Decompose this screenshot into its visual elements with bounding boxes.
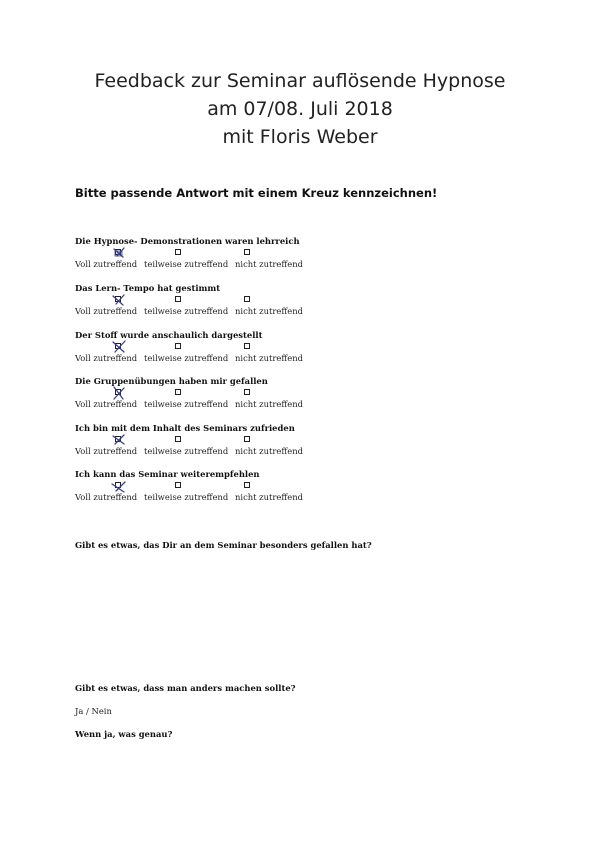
question-text: Ich bin mit dem Inhalt des Seminars zufrieden: [75, 423, 295, 433]
option-full-label: Voll zutreffend: [75, 492, 138, 502]
pen-cross-mark: [111, 433, 127, 447]
checkbox-partial[interactable]: [175, 436, 181, 442]
option-full-label: Voll zutreffend: [75, 353, 138, 363]
checkbox-partial[interactable]: [175, 296, 181, 302]
option-none-label: nicht zutreffend: [235, 492, 303, 502]
option-partial-label: teilweise zutreffend: [144, 306, 229, 316]
checkbox-none[interactable]: [244, 436, 250, 442]
question-text: Die Gruppenübungen haben mir gefallen: [75, 376, 268, 386]
option-full-label: Voll zutreffend: [75, 259, 138, 269]
pen-cross-mark: [111, 293, 127, 307]
form-title-line2: am 07/08. Juli 2018: [207, 98, 393, 120]
option-partial-label: teilweise zutreffend: [144, 446, 229, 456]
instruction-text: Bitte passende Antwort mit einem Kreuz kennzeichnen!: [75, 186, 438, 200]
pen-cross-mark: [111, 340, 127, 354]
question-item: [0, 283, 600, 327]
option-partial-label: teilweise zutreffend: [144, 259, 229, 269]
question-text: Der Stoff wurde anschaulich dargestellt: [75, 330, 263, 340]
question-item: [0, 236, 600, 280]
question-text: Die Hypnose- Demonstrationen waren lehrreich: [75, 236, 300, 246]
question-text: Das Lern- Tempo hat gestimmt: [75, 283, 221, 293]
checkbox-none[interactable]: [244, 389, 250, 395]
question-item: [0, 469, 600, 513]
yes-no-choice[interactable]: Ja / Nein: [75, 706, 112, 716]
option-none-label: nicht zutreffend: [235, 353, 303, 363]
option-partial-label: teilweise zutreffend: [144, 399, 229, 409]
open-question-liked: Gibt es etwas, das Dir an dem Seminar besonders gefallen hat?: [75, 540, 372, 550]
checkbox-partial[interactable]: [175, 389, 181, 395]
option-none-label: nicht zutreffend: [235, 446, 303, 456]
form-title-line1: Feedback zur Seminar auflösende Hypnose: [94, 70, 506, 92]
checkbox-none[interactable]: [244, 249, 250, 255]
option-none-label: nicht zutreffend: [235, 399, 303, 409]
form-title-line3: mit Floris Weber: [222, 126, 378, 148]
option-full-label: Voll zutreffend: [75, 399, 138, 409]
checkbox-none[interactable]: [244, 296, 250, 302]
option-partial-label: teilweise zutreffend: [144, 492, 229, 502]
checkbox-none[interactable]: [244, 343, 250, 349]
option-none-label: nicht zutreffend: [235, 259, 303, 269]
checkbox-partial[interactable]: [175, 343, 181, 349]
question-item: [0, 423, 600, 467]
checkbox-partial[interactable]: [175, 249, 181, 255]
option-full-label: Voll zutreffend: [75, 446, 138, 456]
checkbox-partial[interactable]: [175, 482, 181, 488]
pen-cross-mark: [111, 246, 127, 260]
open-question-what: Wenn ja, was genau?: [75, 729, 173, 739]
option-none-label: nicht zutreffend: [235, 306, 303, 316]
checkbox-none[interactable]: [244, 482, 250, 488]
pen-cross-mark: [111, 386, 127, 400]
option-full-label: Voll zutreffend: [75, 306, 138, 316]
question-item: [0, 376, 600, 420]
pen-cross-mark: [111, 479, 127, 493]
open-question-change: Gibt es etwas, dass man anders machen sollte?: [75, 683, 296, 693]
question-text: Ich kann das Seminar weiterempfehlen: [75, 469, 260, 479]
question-item: [0, 330, 600, 374]
option-partial-label: teilweise zutreffend: [144, 353, 229, 363]
